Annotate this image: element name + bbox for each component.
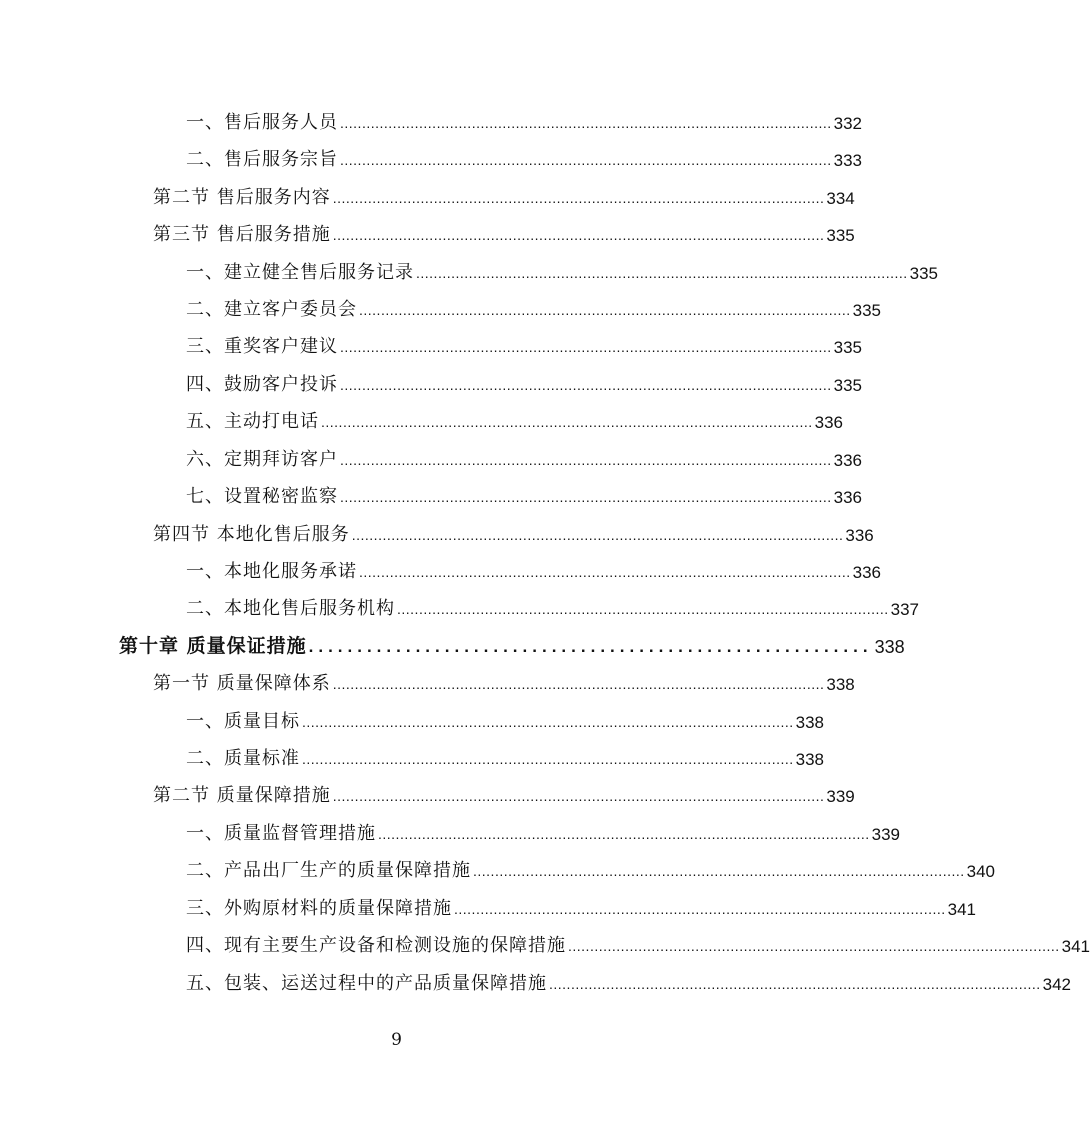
dot-leader: ................................................................................................................	[332, 676, 825, 692]
toc-entry-label: 七、设置秘密监察	[186, 486, 338, 507]
dot-leader: ................................................................................................................	[359, 564, 851, 580]
toc-entry[interactable]	[153, 777, 855, 807]
toc-entry-page: 333	[833, 151, 863, 170]
toc-entry-page: 340	[966, 862, 996, 881]
toc-entry-label: 一、售后服务人员	[186, 112, 338, 133]
toc-entry-page: 337	[890, 600, 920, 619]
toc-entry-label: 三、外购原材料的质量保障措施	[186, 898, 452, 919]
toc-entry-page: 339	[871, 825, 901, 844]
toc-entry-page: 338	[795, 713, 825, 732]
toc-entry[interactable]	[186, 403, 844, 433]
toc-entry-label: 二、售后服务宗旨	[186, 149, 338, 170]
dot-leader: ................................................................................................................	[340, 377, 832, 393]
toc-entry-label: 六、定期拜访客户	[186, 449, 338, 470]
toc-entry[interactable]	[153, 516, 874, 546]
dot-leader: ................................................................................................................	[332, 788, 825, 804]
toc-entry[interactable]	[186, 478, 863, 508]
toc-entry[interactable]	[186, 291, 882, 321]
toc-entry-page: 336	[814, 413, 844, 432]
toc-entry-label: 一、质量目标	[186, 711, 300, 732]
dot-leader: ................................................................................................................	[473, 863, 965, 879]
toc-entry-label: 一、建立健全售后服务记录	[186, 262, 414, 283]
toc-entry[interactable]	[153, 216, 855, 246]
dot-leader: ................................................................................................................	[549, 976, 1041, 992]
toc-entry[interactable]	[186, 366, 863, 396]
toc-entry-page: 336	[852, 563, 882, 582]
toc-entry-page: 335	[833, 376, 863, 395]
toc-entry-page: 341	[947, 900, 977, 919]
toc-entry-label: 四、鼓励客户投诉	[186, 374, 338, 395]
toc-entry-page: 338	[826, 675, 855, 694]
page-number: 9	[391, 1030, 402, 1050]
dot-leader: ................................................................................................................	[332, 190, 825, 206]
toc-entry-page: 336	[833, 488, 863, 507]
toc-chapter-entry[interactable]	[119, 628, 905, 658]
dot-leader: ................................................................................................................	[416, 265, 908, 281]
toc-entry-page: 335	[909, 264, 939, 283]
dot-leader: ................................................................................................................	[340, 152, 832, 168]
toc-entry-label: 二、建立客户委员会	[186, 299, 357, 320]
dot-leader: ................................................................................................................	[340, 452, 832, 468]
toc-entry-page: 339	[826, 787, 855, 806]
toc-entry-page: 332	[833, 114, 863, 133]
toc-entry[interactable]	[186, 703, 825, 733]
toc-entry-page: 342	[1042, 975, 1072, 994]
toc-entry-label: 四、现有主要生产设备和检测设施的保障措施	[186, 935, 566, 956]
toc-entry-page: 335	[826, 226, 855, 245]
toc-entry-page: 334	[826, 189, 855, 208]
toc-entry-page: 336	[845, 526, 874, 545]
toc-entry-page: 336	[833, 451, 863, 470]
dot-leader: ................................................................................................................	[321, 414, 813, 430]
toc-entry-label: 二、质量标准	[186, 748, 300, 769]
dot-leader: ................................................................................................................	[397, 601, 889, 617]
toc-entry-page: 338	[874, 637, 905, 657]
dot-leader: ................................................................................................................	[378, 826, 870, 842]
toc-entry-label: 一、质量监督管理措施	[186, 823, 376, 844]
toc-entry[interactable]	[186, 965, 1072, 995]
toc-entry-page: 335	[852, 301, 882, 320]
toc-entry-label: 第二节 质量保障措施	[153, 785, 331, 806]
toc-entry[interactable]	[153, 665, 855, 695]
toc-entry-label: 第一节 质量保障体系	[153, 673, 331, 694]
dot-leader: ................................................................................................................	[302, 751, 794, 767]
toc-entry[interactable]	[186, 254, 939, 284]
toc-entry-page: 341	[1061, 937, 1090, 956]
toc-entry[interactable]	[186, 328, 863, 358]
toc-entry-label: 三、重奖客户建议	[186, 336, 338, 357]
dot-leader: ................................................................................................................	[454, 901, 946, 917]
toc-entry[interactable]	[186, 553, 882, 583]
toc-entry[interactable]	[186, 815, 901, 845]
toc-entry-page: 338	[795, 750, 825, 769]
toc-entry-label: 一、本地化服务承诺	[186, 561, 357, 582]
dot-leader: ................................................................................................................	[359, 302, 851, 318]
toc-entry[interactable]	[186, 590, 920, 620]
toc-entry-page: 335	[833, 338, 863, 357]
toc-entry[interactable]	[186, 927, 1090, 957]
toc-entry[interactable]	[186, 740, 825, 770]
toc-entry-label: 第三节 售后服务措施	[153, 224, 331, 245]
toc-entry[interactable]	[186, 104, 863, 134]
dot-leader: ................................................................................................................	[340, 339, 832, 355]
toc-entry-label: 二、产品出厂生产的质量保障措施	[186, 860, 471, 881]
toc-entry-label: 五、包装、运送过程中的产品质量保障措施	[186, 973, 547, 994]
toc-entry[interactable]	[153, 179, 855, 209]
dot-leader: ................................................................................................................	[351, 527, 844, 543]
toc-entry[interactable]	[186, 852, 996, 882]
toc-entry-label: 二、本地化售后服务机构	[186, 598, 395, 619]
toc-entry[interactable]	[186, 890, 977, 920]
toc-entry-label: 五、主动打电话	[186, 411, 319, 432]
toc-entry[interactable]	[186, 441, 863, 471]
dot-leader: ................................................................................................................	[568, 938, 1060, 954]
dot-leader: ..........................................................	[308, 637, 873, 656]
toc-entry-label: 第二节 售后服务内容	[153, 187, 331, 208]
dot-leader: ................................................................................................................	[340, 115, 832, 131]
dot-leader: ................................................................................................................	[302, 714, 794, 730]
dot-leader: ................................................................................................................	[332, 227, 825, 243]
toc-entry-label: 第十章 质量保证措施	[119, 635, 307, 657]
dot-leader: ................................................................................................................	[340, 489, 832, 505]
toc-entry-label: 第四节 本地化售后服务	[153, 524, 350, 545]
toc-entry[interactable]	[186, 141, 863, 171]
